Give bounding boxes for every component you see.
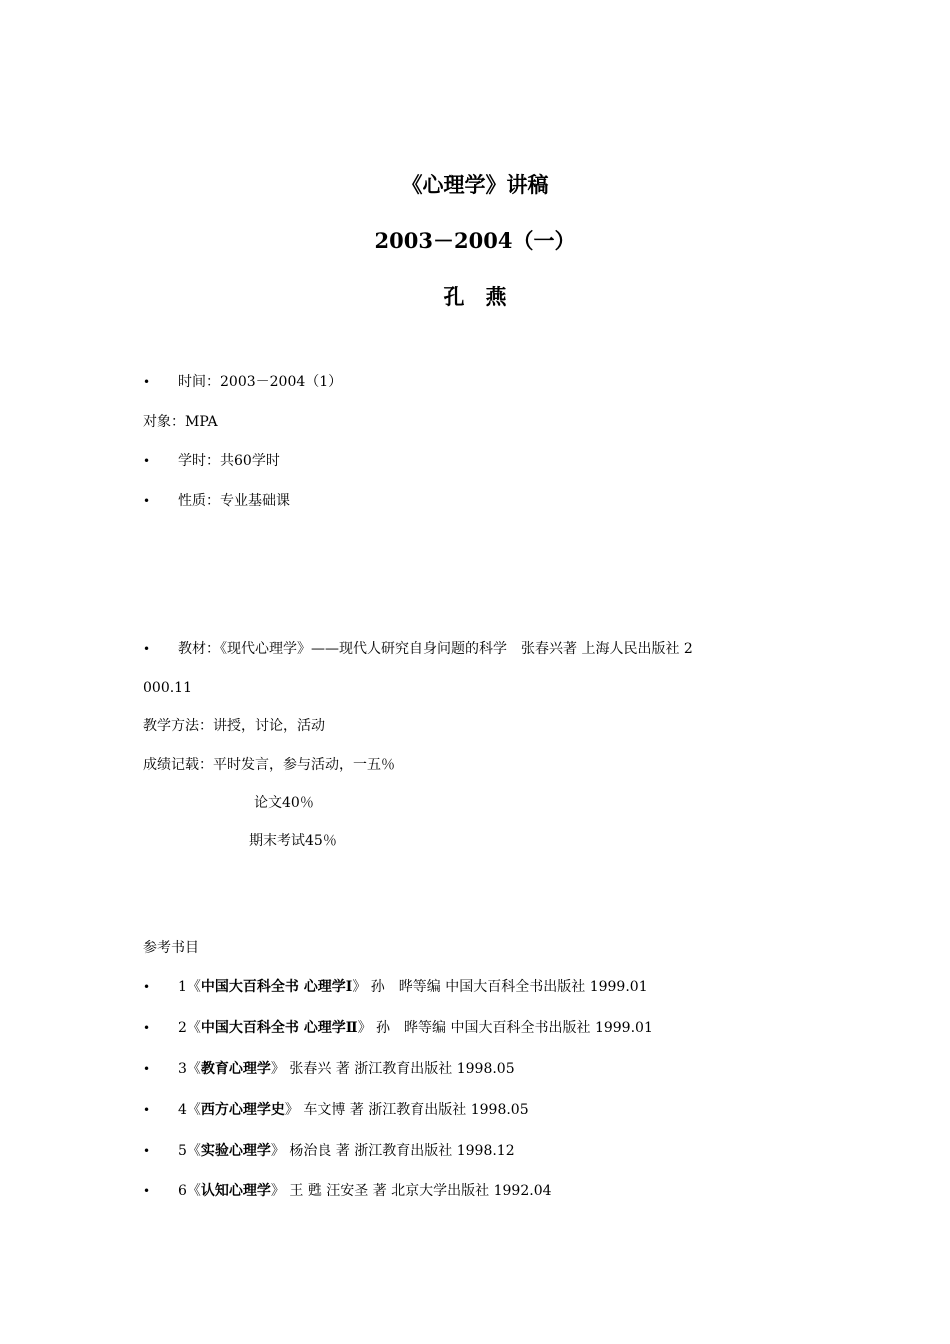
- document-author: 孔 燕: [443, 284, 507, 309]
- course-method: 教学方法：讲授，讨论，活动: [143, 718, 325, 734]
- info-nature: 性质：专业基础课: [178, 493, 290, 509]
- bullet-marker: •: [143, 1184, 151, 1198]
- bullet-marker: •: [143, 642, 151, 656]
- reference-item: [178, 1060, 515, 1078]
- course-grading-exam: 期末考试45％: [249, 833, 337, 849]
- reference-details: 》 孙 晔等编 中国大百科全书出版社 1999.01: [352, 979, 648, 995]
- bullet-marker: •: [143, 375, 151, 389]
- reference-title: 实验心理学: [200, 1143, 271, 1159]
- references-heading: 参考书目: [143, 940, 199, 956]
- info-time: 时间：2003－2004（1）: [178, 374, 343, 390]
- reference-title: 教育心理学: [200, 1061, 271, 1077]
- reference-details: 》 杨治良 著 浙江教育出版社 1998.12: [270, 1143, 515, 1159]
- reference-title: 西方心理学史: [200, 1102, 285, 1118]
- reference-item: [178, 1182, 552, 1200]
- bullet-marker: •: [143, 980, 151, 994]
- reference-prefix: 1《: [178, 979, 201, 995]
- reference-item: [178, 1019, 653, 1037]
- reference-title: 中国大百科全书 心理学Ⅰ: [200, 979, 353, 995]
- bullet-marker: •: [143, 1021, 151, 1035]
- course-textbook-line2: 000.11: [143, 680, 192, 696]
- info-audience: 对象：MPA: [143, 414, 218, 430]
- reference-details: 》 车文博 著 浙江教育出版社 1998.05: [284, 1102, 529, 1118]
- reference-prefix: 6《: [178, 1183, 201, 1199]
- bullet-marker: •: [143, 454, 151, 468]
- reference-prefix: 2《: [178, 1020, 201, 1036]
- reference-details: 》 王 甦 汪安圣 著 北京大学出版社 1992.04: [270, 1183, 552, 1199]
- document-term: 2003－2004（一）: [374, 228, 576, 253]
- reference-item: [178, 1142, 515, 1160]
- reference-details: 》 孙 晔等编 中国大百科全书出版社 1999.01: [357, 1020, 653, 1036]
- course-grading-paper: 论文40％: [254, 795, 314, 811]
- reference-prefix: 4《: [178, 1102, 201, 1118]
- reference-title: 中国大百科全书 心理学Ⅱ: [200, 1020, 358, 1036]
- reference-item: [178, 1101, 529, 1119]
- reference-item: [178, 978, 648, 996]
- reference-prefix: 5《: [178, 1143, 201, 1159]
- info-hours: 学时：共60学时: [178, 453, 280, 469]
- course-textbook-line1: 教材：《现代心理学》——现代人研究自身问题的科学 张春兴著 上海人民出版社 2: [178, 641, 693, 657]
- bullet-marker: •: [143, 1103, 151, 1117]
- document-title: 《心理学》讲稿: [401, 172, 549, 197]
- course-grading: 成绩记载：平时发言，参与活动，一五％: [143, 757, 395, 773]
- bullet-marker: •: [143, 1062, 151, 1076]
- bullet-marker: •: [143, 494, 151, 508]
- reference-title: 认知心理学: [200, 1183, 271, 1199]
- bullet-marker: •: [143, 1144, 151, 1158]
- reference-prefix: 3《: [178, 1061, 201, 1077]
- reference-details: 》 张春兴 著 浙江教育出版社 1998.05: [270, 1061, 515, 1077]
